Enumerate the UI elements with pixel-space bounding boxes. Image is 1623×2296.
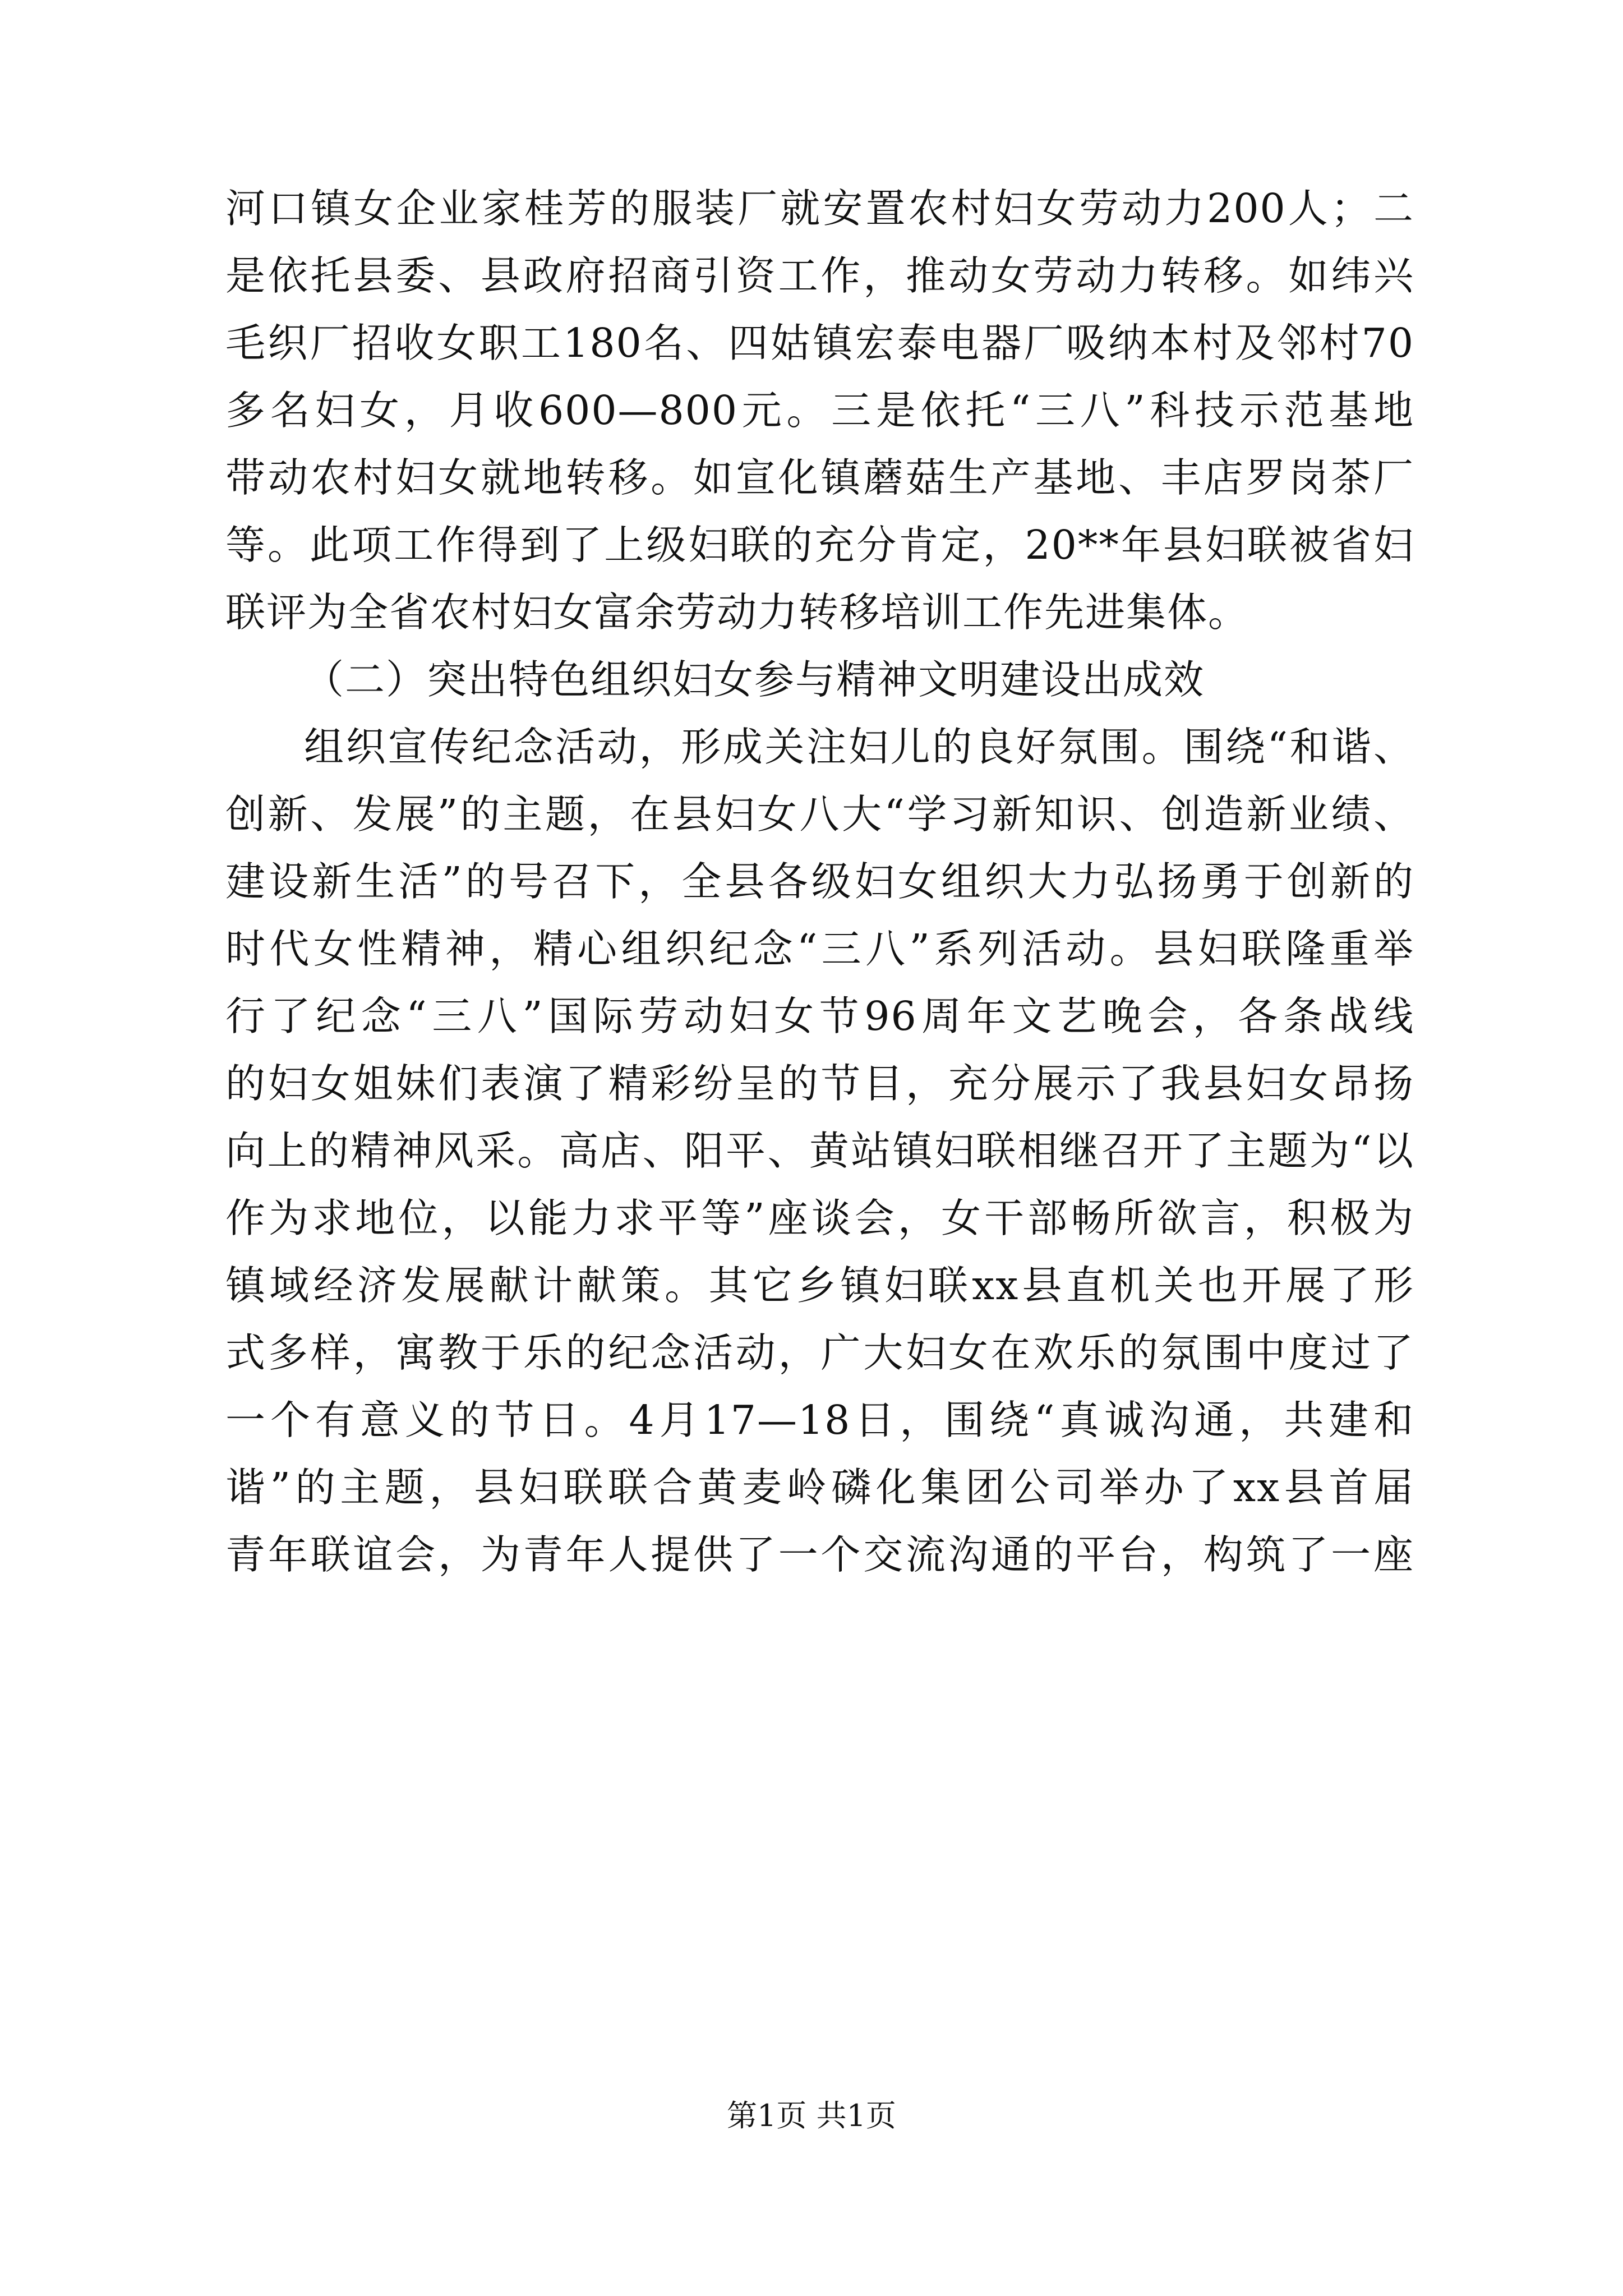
text-line: 行了纪念“三八”国际劳动妇女节96周年文艺晚会，各条战线 bbox=[225, 993, 1414, 1039]
page-footer: 第1页 共1页 bbox=[727, 2098, 896, 2133]
text-line: 式多样，寓教于乐的纪念活动，广大妇女在欢乐的氛围中度过了 bbox=[225, 1329, 1414, 1376]
text-line: 等。此项工作得到了上级妇联的充分肯定，20**年县妇联被省妇 bbox=[225, 522, 1414, 568]
text-line: 带动农村妇女就地转移。如宣化镇蘑菇生产基地、丰店罗岗茶厂 bbox=[225, 454, 1414, 501]
text-line: 谐”的主题，县妇联联合黄麦岭磷化集团公司举办了xx县首届 bbox=[225, 1464, 1414, 1511]
paragraph-first-line: 组织宣传纪念活动，形成关注妇儿的良好氛围。围绕“和谐、 bbox=[304, 724, 1414, 770]
text-line: 河口镇女企业家桂芳的服装厂就安置农村妇女劳动力200人；二 bbox=[225, 185, 1414, 232]
text-line: 联评为全省农村妇女富余劳动力转移培训工作先进集体。 bbox=[225, 589, 1249, 636]
text-line: 时代女性精神，精心组织纪念“三八”系列活动。县妇联隆重举 bbox=[225, 926, 1414, 972]
text-line: 多名妇女，月收600—800元。三是依托“三八”科技示范基地 bbox=[225, 387, 1414, 434]
text-line: 毛织厂招收女职工180名、四姑镇宏泰电器厂吸纳本村及邻村70 bbox=[225, 320, 1414, 366]
text-line: 是依托县委、县政府招商引资工作，推动女劳动力转移。如纬兴 bbox=[225, 252, 1414, 299]
section-heading: （二）突出特色组织妇女参与精神文明建设出成效 bbox=[304, 656, 1205, 703]
text-line: 创新、发展”的主题，在县妇女八大“学习新知识、创造新业绩、 bbox=[225, 791, 1414, 838]
text-line: 建设新生活”的号召下，全县各级妇女组织大力弘扬勇于创新的 bbox=[225, 858, 1414, 905]
text-line: 的妇女姐妹们表演了精彩纷呈的节目，充分展示了我县妇女昂扬 bbox=[225, 1060, 1414, 1107]
text-line: 向上的精神风采。高店、阳平、黄站镇妇联相继召开了主题为“以 bbox=[225, 1128, 1414, 1174]
text-line: 青年联谊会，为青年人提供了一个交流沟通的平台，构筑了一座 bbox=[225, 1531, 1414, 1578]
text-line: 镇域经济发展献计献策。其它乡镇妇联xx县直机关也开展了形 bbox=[225, 1262, 1414, 1309]
text-line: 作为求地位，以能力求平等”座谈会，女干部畅所欲言，积极为 bbox=[225, 1195, 1414, 1241]
text-line: 一个有意义的节日。4月17—18日，围绕“真诚沟通，共建和 bbox=[225, 1397, 1414, 1443]
